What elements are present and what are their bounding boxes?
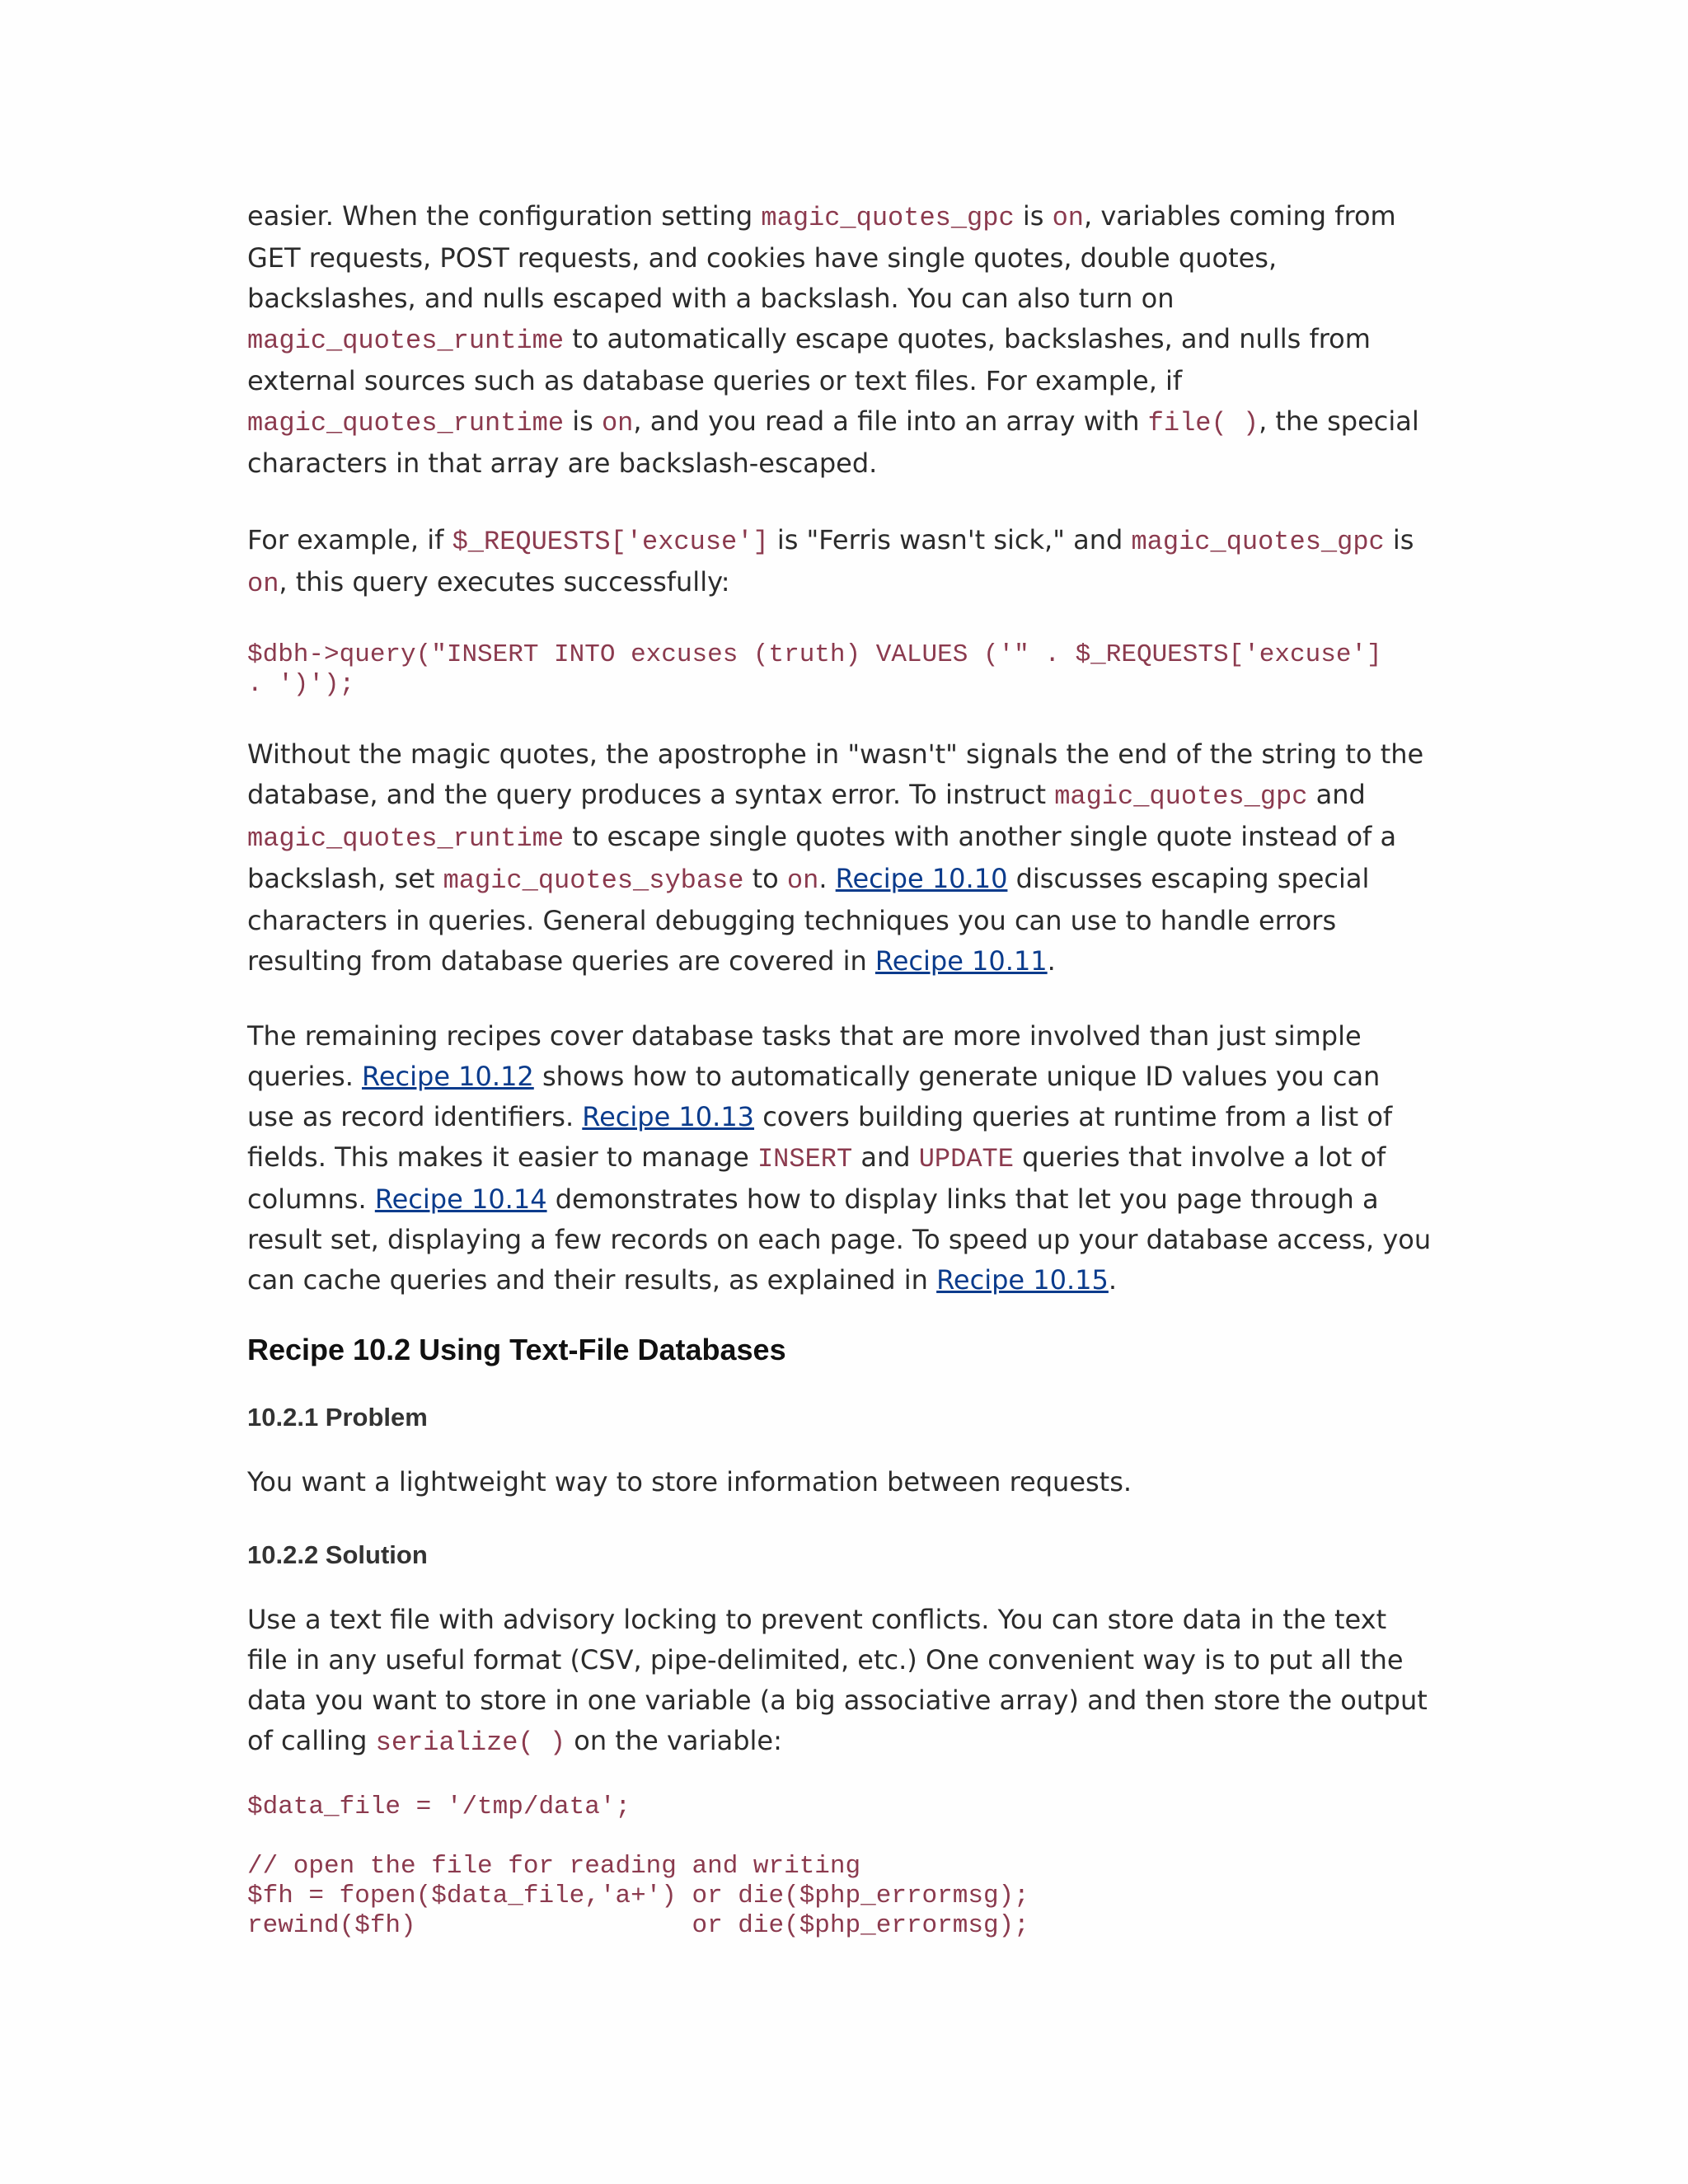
link-recipe-10-12[interactable]: Recipe 10.12 bbox=[362, 1061, 534, 1092]
inline-code: magic_quotes_runtime bbox=[247, 326, 565, 356]
inline-code: on bbox=[786, 865, 819, 896]
solution-heading: 10.2.2 Solution bbox=[247, 1540, 428, 1569]
text: , and you read a file into an array with bbox=[633, 405, 1148, 437]
text: to automatically escape quotes, backslashes, and nulls from external sources such as database queries or text files. For example, if bbox=[247, 323, 1371, 396]
text: discusses escaping special characters in queries. General debugging techniques you can use to handle errors resulting from database queries are covered in bbox=[247, 863, 1370, 977]
text: covers building queries at runtime from a list of fields. This makes it easier to manage bbox=[247, 1101, 1393, 1173]
text: . bbox=[1047, 945, 1056, 977]
paragraph-solution bbox=[247, 1600, 1434, 1763]
text: , the special characters in that array are backslash-escaped. bbox=[247, 405, 1419, 479]
paragraph-problem: You want a lightweight way to store information between requests. bbox=[247, 1466, 1132, 1497]
link-recipe-10-11[interactable]: Recipe 10.11 bbox=[874, 945, 1048, 977]
paragraph-example bbox=[247, 520, 1434, 604]
inline-code: on bbox=[247, 569, 279, 599]
paragraph-remaining-recipes bbox=[247, 1016, 1434, 1301]
text: is bbox=[1014, 200, 1053, 232]
text: . bbox=[818, 863, 836, 894]
link-recipe-10-13[interactable]: Recipe 10.13 bbox=[582, 1101, 755, 1132]
paragraph-magic-quotes bbox=[247, 196, 1434, 484]
text: . bbox=[1108, 1264, 1118, 1296]
text: is "Ferris wasn't sick," and bbox=[768, 524, 1132, 555]
inline-code: serialize( ) bbox=[375, 1727, 566, 1758]
link-recipe-10-15[interactable]: Recipe 10.15 bbox=[936, 1264, 1109, 1296]
problem-heading: 10.2.1 Problem bbox=[247, 1403, 428, 1432]
inline-code: magic_quotes_gpc bbox=[1131, 527, 1385, 557]
text: For example, if bbox=[247, 524, 452, 555]
text: and bbox=[1307, 779, 1366, 810]
text: is bbox=[564, 405, 602, 437]
inline-code: magic_quotes_runtime bbox=[247, 408, 565, 438]
code-block-data-file: $data_file = '/tmp/data'; // open the file for reading and writing $fh = fopen($data_file,'a+') or die($php_errormsg); rewind($fh) or die($php_errormsg); bbox=[247, 1793, 1029, 1940]
text: Use a text file with advisory locking to prevent conflicts. You can store data in the text file in any useful format (CSV, pipe-delimited, etc.) One convenient way is to put all the data you want to store in one variable (a big associative array) and then store the output of calling bbox=[247, 1604, 1428, 1756]
text: , this query executes successfully: bbox=[279, 566, 730, 598]
text: to escape single quotes with another single quote instead of a backslash, set bbox=[247, 821, 1397, 894]
text: Without the magic quotes, the apostrophe in "wasn't" signals the end of the string to the database, and the query produces a syntax error. To instruct bbox=[247, 738, 1424, 810]
document-page bbox=[247, 196, 1434, 1941]
text: is bbox=[1384, 524, 1414, 555]
inline-code: magic_quotes_gpc bbox=[1054, 781, 1308, 812]
text: The remaining recipes cover database tasks that are more involved than just simple queries. bbox=[247, 1020, 1362, 1092]
text: easier. When the configuration setting bbox=[247, 200, 762, 232]
inline-code: UPDATE bbox=[918, 1144, 1014, 1174]
inline-code: magic_quotes_gpc bbox=[761, 203, 1015, 233]
recipe-heading: Recipe 10.2 Using Text-File Databases bbox=[247, 1333, 786, 1366]
inline-code: INSERT bbox=[757, 1144, 853, 1174]
text: demonstrates how to display links that let you page through a result set, displaying a few records on each page. To speed up your database access, you can cache queries and their results, as explained in bbox=[247, 1183, 1432, 1296]
inline-code: file( ) bbox=[1147, 408, 1259, 438]
text: and bbox=[852, 1141, 919, 1173]
inline-code: magic_quotes_sybase bbox=[443, 865, 744, 896]
inline-code: on bbox=[1052, 203, 1084, 233]
inline-code: magic_quotes_runtime bbox=[247, 823, 565, 854]
text: queries that involve a lot of columns. bbox=[247, 1141, 1386, 1215]
paragraph-without-magic-quotes bbox=[247, 734, 1434, 982]
code-block-query: $dbh->query("INSERT INTO excuses (truth) VALUES ('" . $_REQUESTS['excuse'] . ')'); bbox=[247, 640, 1382, 699]
link-recipe-10-10[interactable]: Recipe 10.10 bbox=[835, 863, 1008, 894]
text: to bbox=[743, 863, 787, 894]
text: on the variable: bbox=[565, 1725, 782, 1756]
text: , variables coming from GET requests, POST requests, and cookies have single quotes, double quotes, backslashes, and nulls escaped with a backslash. You can also turn on bbox=[247, 200, 1396, 314]
link-recipe-10-14[interactable]: Recipe 10.14 bbox=[374, 1183, 547, 1215]
inline-code: $_REQUESTS['excuse'] bbox=[452, 527, 769, 557]
text: shows how to automatically generate unique ID values you can use as record identifiers. bbox=[247, 1061, 1381, 1132]
inline-code: on bbox=[601, 408, 634, 438]
